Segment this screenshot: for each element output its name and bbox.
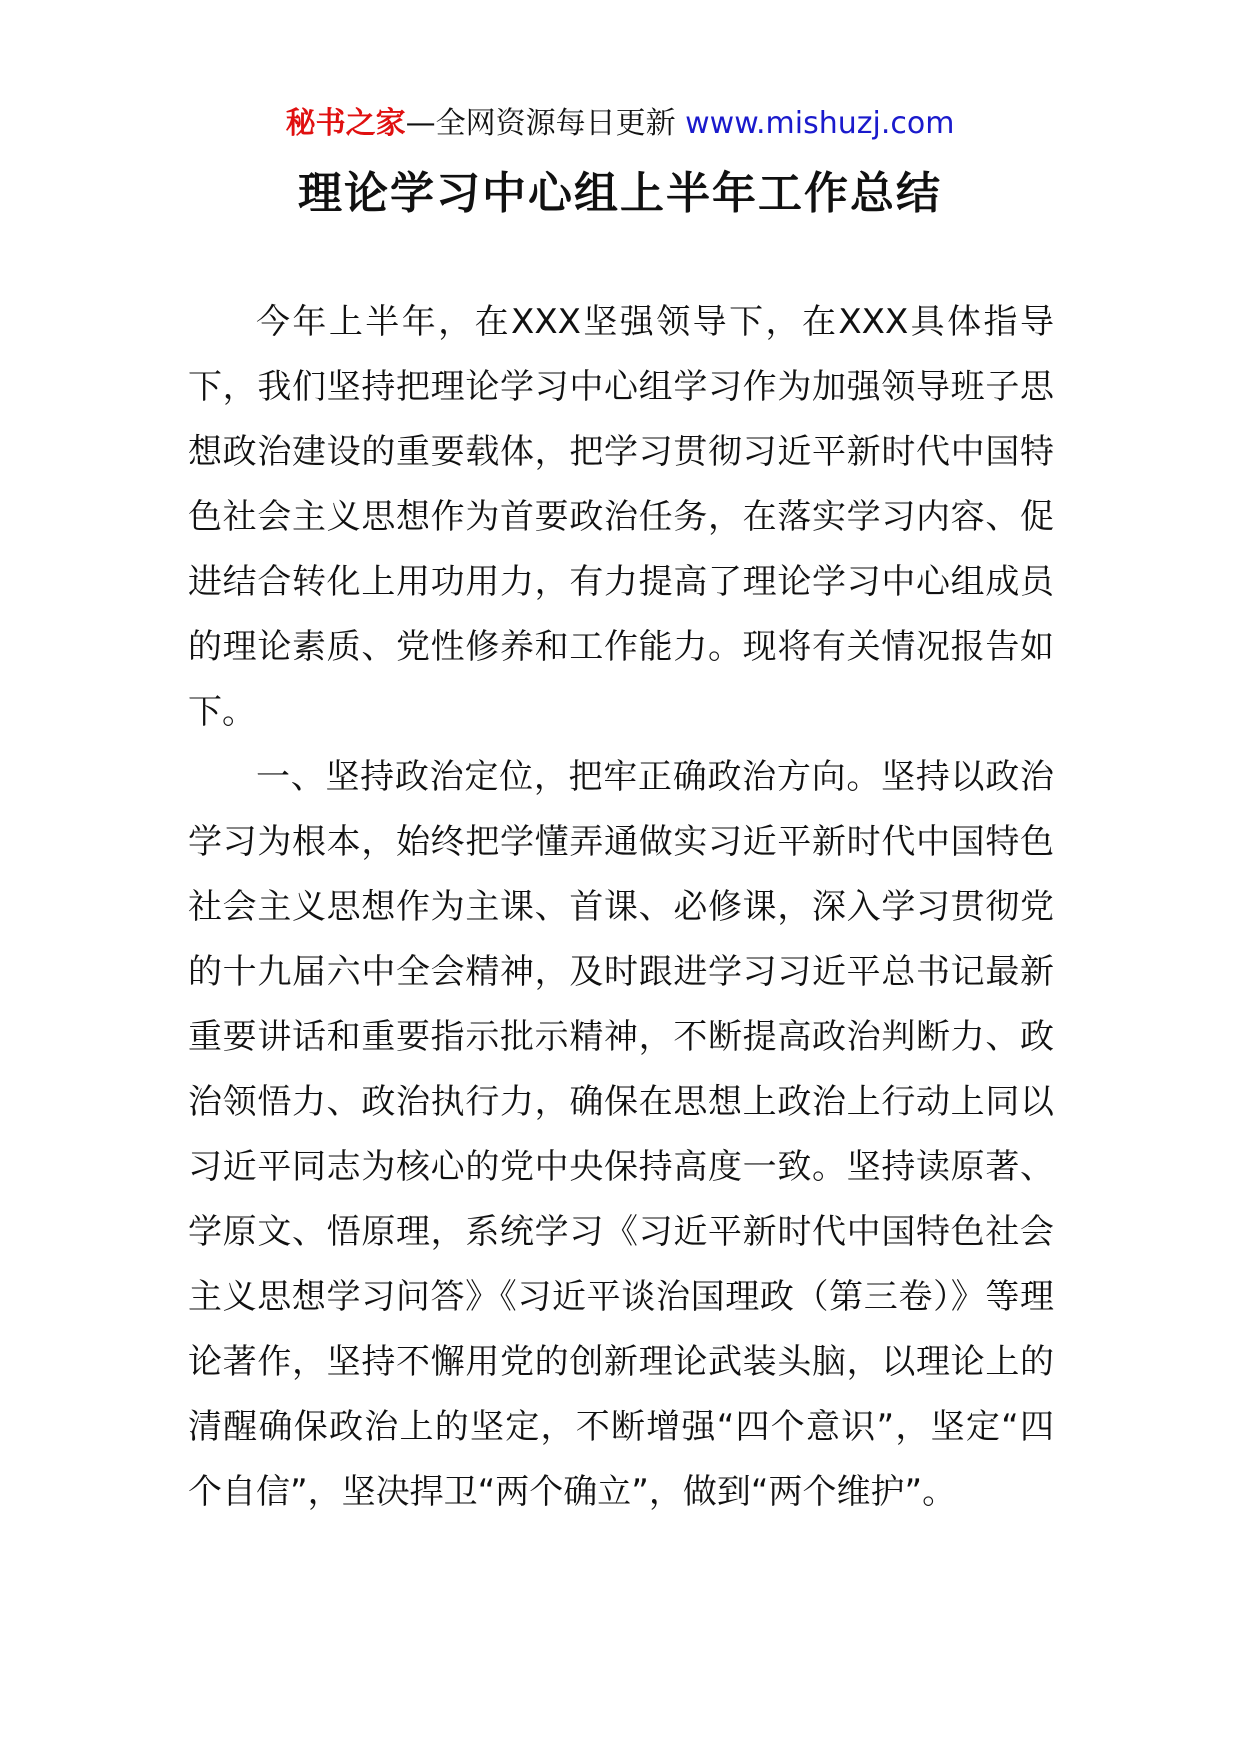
document-body bbox=[188, 290, 1054, 1525]
document-title: 理论学习中心组上半年工作总结 bbox=[298, 168, 942, 219]
paragraph-section-1: 一、坚持政治定位，把牢正确政治方向。坚持以政治学习为根本，始终把学懂弄通做实习近平新时代中国特色社会主义思想作为主课、首课、必修课，深入学习贯彻党的十九届六中全会精神，及时跟进学习习近平总书记最新重要讲话和重要指示批示精神，不断提高政治判断力、政治领悟力、政治执行力，确保在思想上政治上行动上同以习近平同志为核心的党中央保持高度一致。坚持读原著、学原文、悟原理，系统学习《习近平新时代中国特色社会主义思想学习问答》《习近平谈治国理政（第三卷）》等理论著作，坚持不懈用党的创新理论武装头脑，以理论上的清醒确保政治上的坚定，不断增强“四个意识”，坚定“四个自信”，坚决捍卫“两个确立”，做到“两个维护”。 bbox=[188, 757, 1054, 1512]
paragraph-intro: 今年上半年，在XXX坚强领导下，在XXX具体指导下，我们坚持把理论学习中心组学习作为加强领导班子思想政治建设的重要载体，把学习贯彻习近平新时代中国特色社会主义思想作为首要政治任务，在落实学习内容、促进结合转化上用功用力，有力提高了理论学习中心组成员的理论素质、党性修养和工作能力。现将有关情况报告如下。 bbox=[188, 302, 1054, 732]
brand-name: 秘书之家 bbox=[285, 106, 406, 141]
header-banner bbox=[0, 104, 1240, 144]
header-slogan: —全网资源每日更新 bbox=[405, 106, 686, 141]
site-url: www.mishuzj.com bbox=[685, 106, 955, 141]
